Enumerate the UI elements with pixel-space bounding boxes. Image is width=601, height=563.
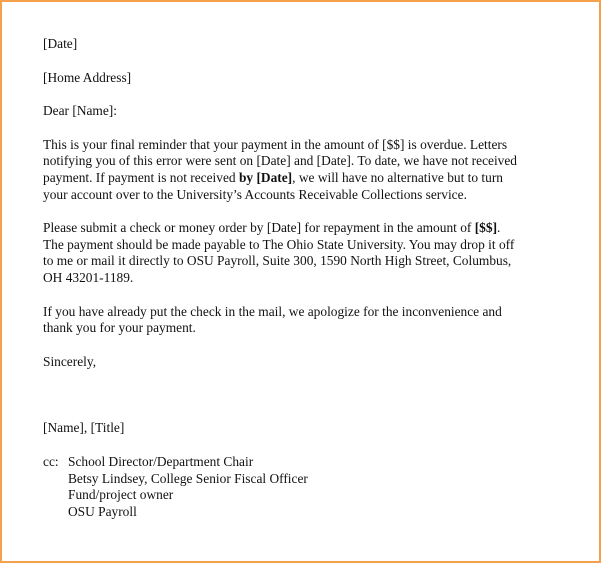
cc-recipient: OSU Payroll bbox=[68, 503, 137, 519]
signature-line: [Name], [Title] bbox=[43, 420, 125, 436]
paragraph-apology bbox=[43, 304, 588, 337]
cc-first-line bbox=[43, 454, 588, 471]
text-run: , we will have no alternative but to turn bbox=[292, 169, 503, 185]
letter-body bbox=[43, 36, 588, 520]
cc-label: cc: bbox=[43, 453, 59, 469]
cc-recipient: School Director/Department Chair bbox=[68, 453, 254, 469]
closing: Sincerely, bbox=[43, 353, 97, 369]
bold-amount: [$$] bbox=[474, 220, 498, 236]
text-run: . bbox=[497, 220, 501, 236]
cc-recipient: Betsy Lindsey, College Senior Fiscal Officer bbox=[68, 470, 308, 486]
paragraph-line bbox=[43, 170, 588, 187]
paragraph-payment-instructions bbox=[43, 220, 588, 286]
text-run: Please submit a check or money order by [Date] for repayment in the amount of bbox=[43, 220, 475, 236]
home-address-line: [Home Address] bbox=[43, 69, 132, 85]
paragraph-line: to me or mail it directly to OSU Payroll, Suite 300, 1590 North High Street, Columbus, bbox=[43, 253, 512, 269]
cc-list bbox=[43, 454, 588, 520]
salutation: Dear [Name]: bbox=[43, 103, 117, 119]
cc-recipient: Fund/project owner bbox=[68, 487, 174, 503]
paragraph-line: notifying you of this error were sent on [Date] and [Date]. To date, we have not received bbox=[43, 153, 518, 169]
paragraph-line: your account over to the University’s Accounts Receivable Collections service. bbox=[43, 186, 467, 202]
text-run: payment. If payment is not received bbox=[43, 169, 239, 185]
bold-deadline: by [Date] bbox=[238, 169, 293, 185]
date-line: [Date] bbox=[43, 36, 78, 51]
paragraph-line: If you have already put the check in the mail, we apologize for the inconvenience and bbox=[43, 303, 502, 319]
paragraph-line: thank you for your payment. bbox=[43, 320, 196, 336]
paragraph-overdue-notice bbox=[43, 137, 588, 203]
paragraph-line: The payment should be made payable to The Ohio State University. You may drop it off bbox=[43, 236, 515, 252]
paragraph-line: This is your final reminder that your payment in the amount of [$$] is overdue. Letters bbox=[43, 136, 508, 152]
paragraph-line: OH 43201-1189. bbox=[43, 269, 134, 285]
paragraph-line bbox=[43, 220, 588, 237]
